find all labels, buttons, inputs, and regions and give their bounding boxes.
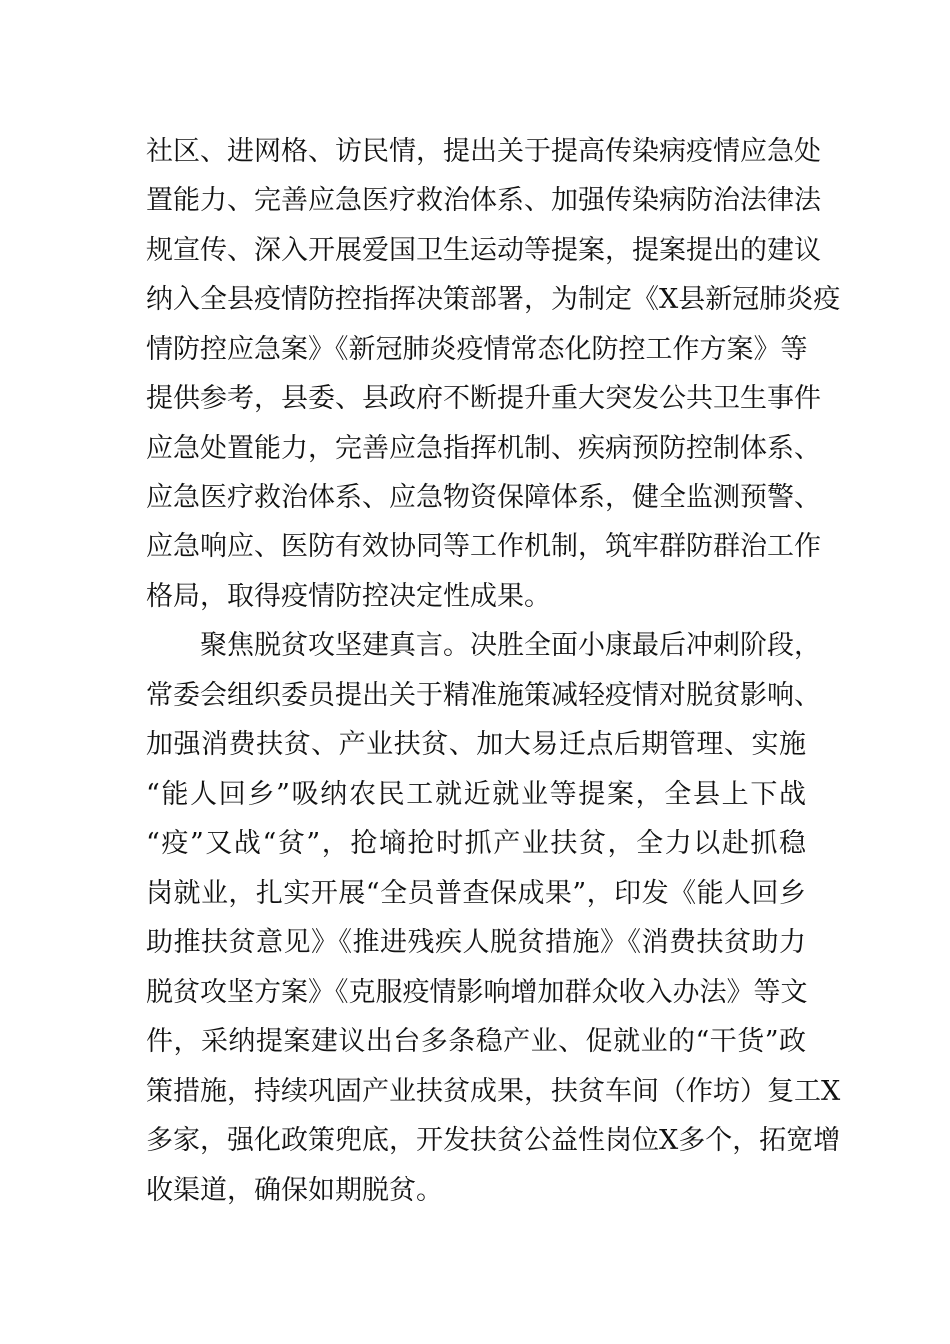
text-line: 规宣传、深入开展爱国卫生运动等提案，提案提出的建议 bbox=[146, 235, 821, 266]
text-line: 应急处置能力，完善应急指挥机制、疾病预防控制体系、 bbox=[146, 433, 821, 464]
text-line: 策措施，持续巩固产业扶贫成果，扶贫车间（作坊）复工X bbox=[146, 1076, 841, 1107]
text-line: 助推扶贫意见》《推进残疾人脱贫措施》《消费扶贫助力 bbox=[146, 927, 806, 958]
text-line: 常委会组织委员提出关于精准施策减轻疫情对脱贫影响、 bbox=[146, 680, 821, 711]
text-line: 纳入全县疫情防控指挥决策部署，为制定《X县新冠肺炎疫 bbox=[146, 284, 841, 315]
text-line: 件，采纳提案建议出台多条稳产业、促就业的“干货”政 bbox=[146, 1026, 806, 1057]
text-line: 提供参考，县委、县政府不断提升重大突发公共卫生事件 bbox=[146, 383, 821, 414]
text-line: 多家，强化政策兜底，开发扶贫公益性岗位X多个，拓宽增 bbox=[146, 1125, 841, 1156]
text-line: 加强消费扶贫、产业扶贫、加大易迁点后期管理、实施 bbox=[146, 729, 806, 760]
text-line: 脱贫攻坚方案》《克服疫情影响增加群众收入办法》等文 bbox=[146, 977, 808, 1008]
text-line: 情防控应急案》《新冠肺炎疫情常态化防控工作方案》等 bbox=[146, 334, 808, 365]
paragraph-heading-line: 聚焦脱贫攻坚建真言。决胜全面小康最后冲刺阶段， bbox=[200, 630, 821, 661]
text-line: 应急响应、医防有效协同等工作机制，筑牢群防群治工作 bbox=[146, 531, 821, 562]
text-line: 置能力、完善应急医疗救治体系、加强传染病防治法律法 bbox=[146, 185, 821, 216]
text-line: 应急医疗救治体系、应急物资保障体系，健全监测预警、 bbox=[146, 482, 821, 513]
text-line: 社区、进网格、访民情，提出关于提高传染病疫情应急处 bbox=[146, 136, 821, 167]
text-line: 收渠道，确保如期脱贫。 bbox=[146, 1175, 443, 1206]
text-line: “疫”又战“贫”，抢墒抢时抓产业扶贫，全力以赴抓稳 bbox=[146, 828, 806, 859]
text-line: 岗就业，扎实开展“全员普查保成果”，印发《能人回乡 bbox=[146, 878, 806, 909]
text-line: “能人回乡”吸纳农民工就近就业等提案，全县上下战 bbox=[146, 779, 806, 810]
text-line: 格局，取得疫情防控决定性成果。 bbox=[146, 581, 551, 612]
